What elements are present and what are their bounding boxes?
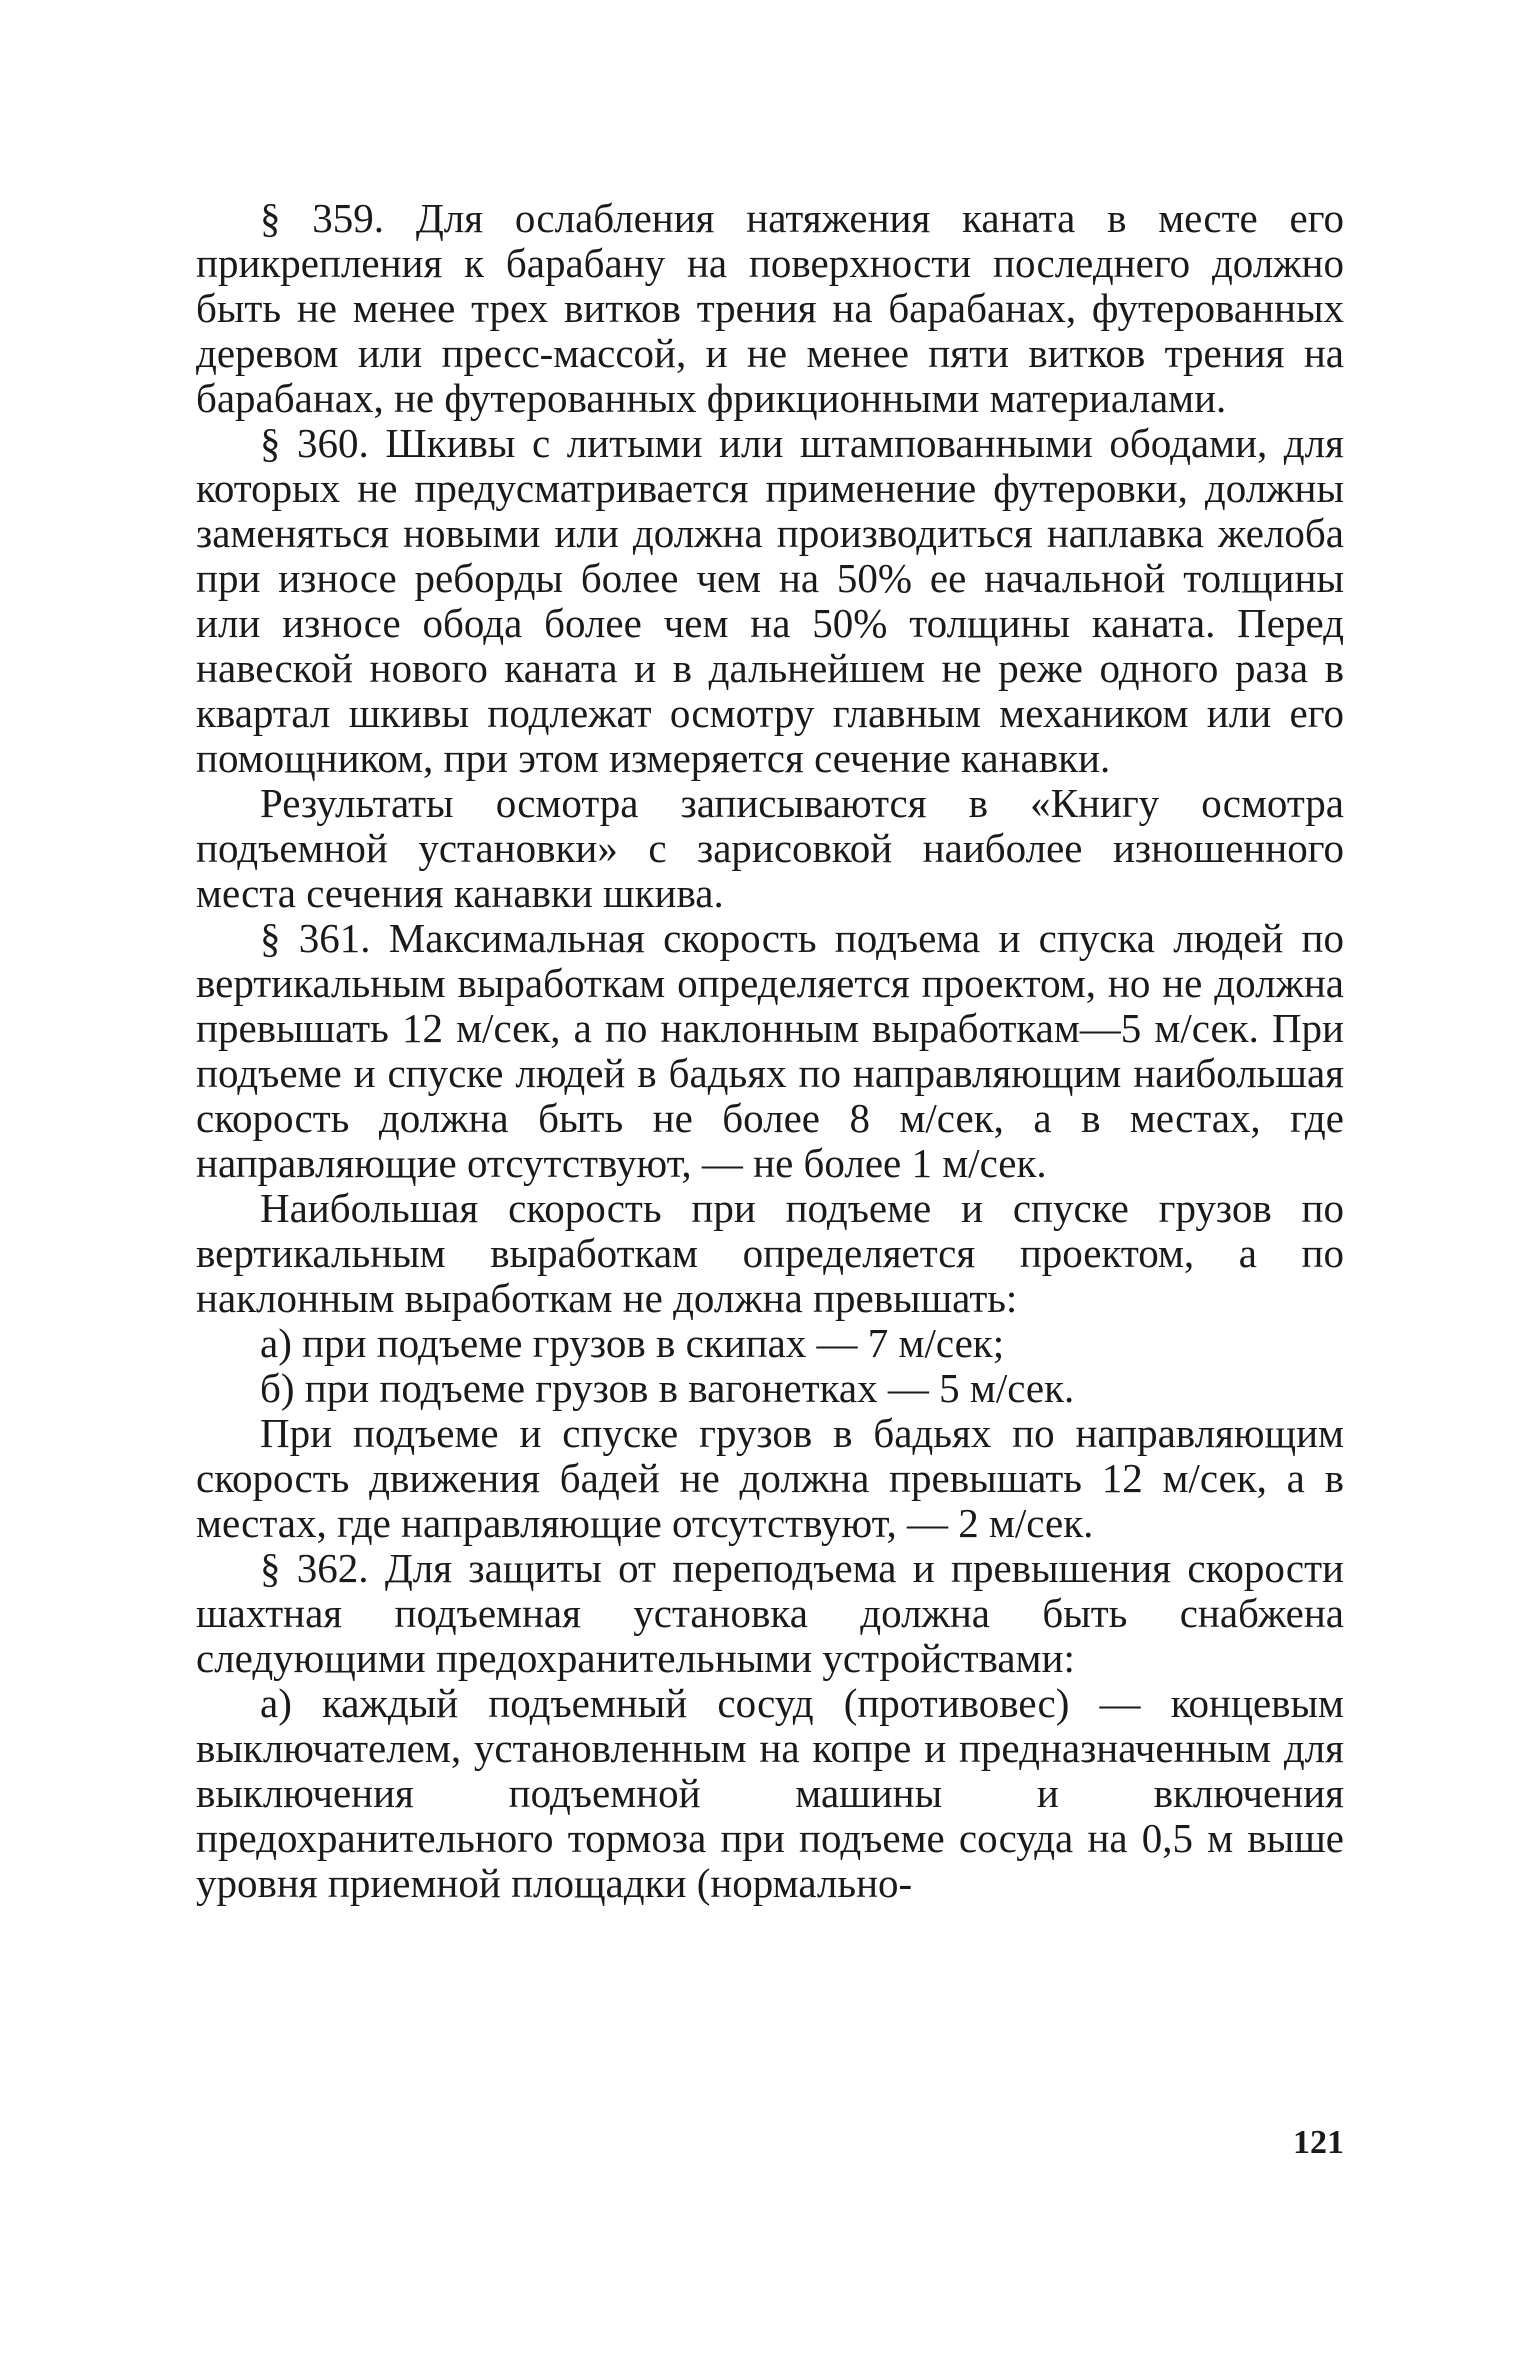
paragraph-362: § 362. Для защиты от переподъема и превышения скорости шахтная подъемная установка должна быть снабжена следующими предохранительными устройствами: — [196, 1545, 1344, 1681]
paragraph-359: § 359. Для ослабления натяжения каната в месте его прикрепления к барабану на поверхности последнего должно быть не менее трех витков трения на барабанах, футерованных деревом или пресс-массой, и не менее пяти витков трения на барабанах, не футерованных фрикционными материалами. — [196, 195, 1344, 421]
paragraph-361-buckets: При подъеме и спуске грузов в бадьях по направляющим скорость движения бадей не должна превышать 12 м/сек, а в местах, где направляющие отсутствуют, — 2 м/сек. — [196, 1410, 1344, 1546]
list-item-skips: а) при подъеме грузов в скипах — 7 м/сек; — [260, 1320, 1005, 1366]
paragraph-360: § 360. Шкивы с литыми или штампованными ободами, для которых не предусматривается применение футеровки, должны заменяться новыми или должна производиться наплавка желоба при износе реборды более чем на 50% ее начальной толщины или износе обода более чем на 50% толщины каната. Перед навеской нового каната и в дальнейшем не реже одного раза в квартал шкивы подлежат осмотру главным механиком или его помощником, при этом измеряется сечение канавки. — [196, 420, 1344, 781]
paragraph-360-results: Результаты осмотра записываются в «Книгу осмотра подъемной установки» с зарисовкой наиболее изношенного места сечения канавки шкива. — [196, 780, 1344, 916]
paragraph-361: § 361. Максимальная скорость подъема и спуска людей по вертикальным выработкам определяется проектом, но не должна превышать 12 м/сек, а по наклонным выработкам—5 м/сек. При подъеме и спуске людей в бадьях по направляющим наибольшая скорость должна быть не более 8 м/сек, а в местах, где направляющие отсутствуют, — не более 1 м/сек. — [196, 915, 1344, 1186]
list-item-limit-switch: а) каждый подъемный сосуд (противовес) — концевым выключателем, установленным на копре и предназначенным для выключения подъемной машины и включения предохранительного тормоза при подъеме сосуда на 0,5 м выше уровня приемной площадки (нормально- — [196, 1680, 1344, 1906]
page-body — [196, 196, 1344, 1906]
list-item-wagons: б) при подъеме грузов в вагонетках — 5 м/сек. — [260, 1365, 1075, 1411]
paragraph-361-cargo-speed: Наибольшая скорость при подъеме и спуске грузов по вертикальным выработкам определяется проектом, а по наклонным выработкам не должна превышать: — [196, 1185, 1344, 1321]
page-number: 121 — [1293, 2124, 1344, 2161]
